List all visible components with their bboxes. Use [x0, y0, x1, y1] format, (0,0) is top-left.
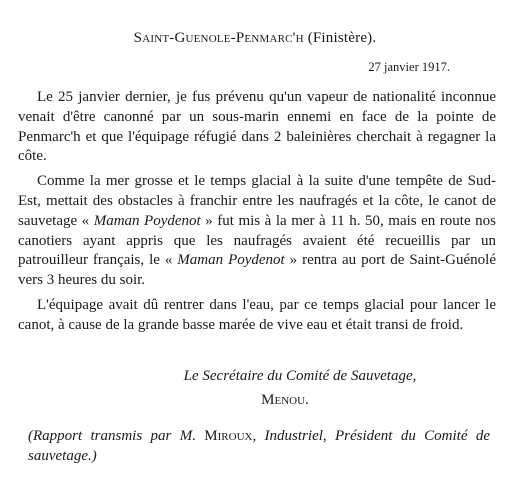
- signature-name: Menou.: [261, 392, 309, 408]
- document-heading: [0, 30, 510, 47]
- paragraph-1: Le 25 janvier dernier, je fus prévenu qu'un vapeur de nationalité inconnue venait d'être canonné par un sous-marin ennemi en face de la pointe de Penmarc'h et que l'équipage réfugié dans 2 baleinières cherchait à regagner la côte.: [18, 89, 496, 165]
- boat-name: Maman Poydenot: [177, 252, 285, 269]
- paragraph-2-part-c: » rentra au port de Saint-Guénolé vers 3 heures du soir.: [18, 252, 496, 289]
- heading-place: Saint-Guenole-Penmarc'h: [133, 30, 304, 46]
- heading-region: (Finistère).: [307, 30, 377, 46]
- report-footnote: [28, 427, 490, 467]
- signature-title: Le Secrétaire du Comité de Sauvetage,: [183, 368, 417, 384]
- paragraph-2-part-b: » fut mis à la mer à 11 h. 50, mais en route nos canotiers ayant appris que les naufragés avaient été recueillis par un patrouilleur français, le «: [18, 212, 497, 269]
- report-body: [18, 88, 496, 341]
- report-date: 27 janvier 1917.: [368, 60, 450, 74]
- footnote-part-2: , Industriel, Président du Comité de sauvetage.): [28, 428, 490, 464]
- boat-name: Maman Poydenot: [93, 212, 201, 229]
- footnote-name: Miroux: [204, 428, 253, 444]
- paragraph-3: L'équipage avait dû rentrer dans l'eau, par ce temps glacial pour lancer le canot, à cause de la grande basse marée de vive eau et était transi de froid.: [18, 296, 496, 333]
- paragraph-2-part-a: Comme la mer grosse et le temps glacial à la suite d'une tempête de Sud-Est, mettait des obstacles à franchir entre les naufragés et la côte, le canot de sauvetage «: [18, 173, 496, 229]
- footnote-part-1: (Rapport transmis par M.: [28, 428, 205, 444]
- paragraph-2: [18, 172, 496, 291]
